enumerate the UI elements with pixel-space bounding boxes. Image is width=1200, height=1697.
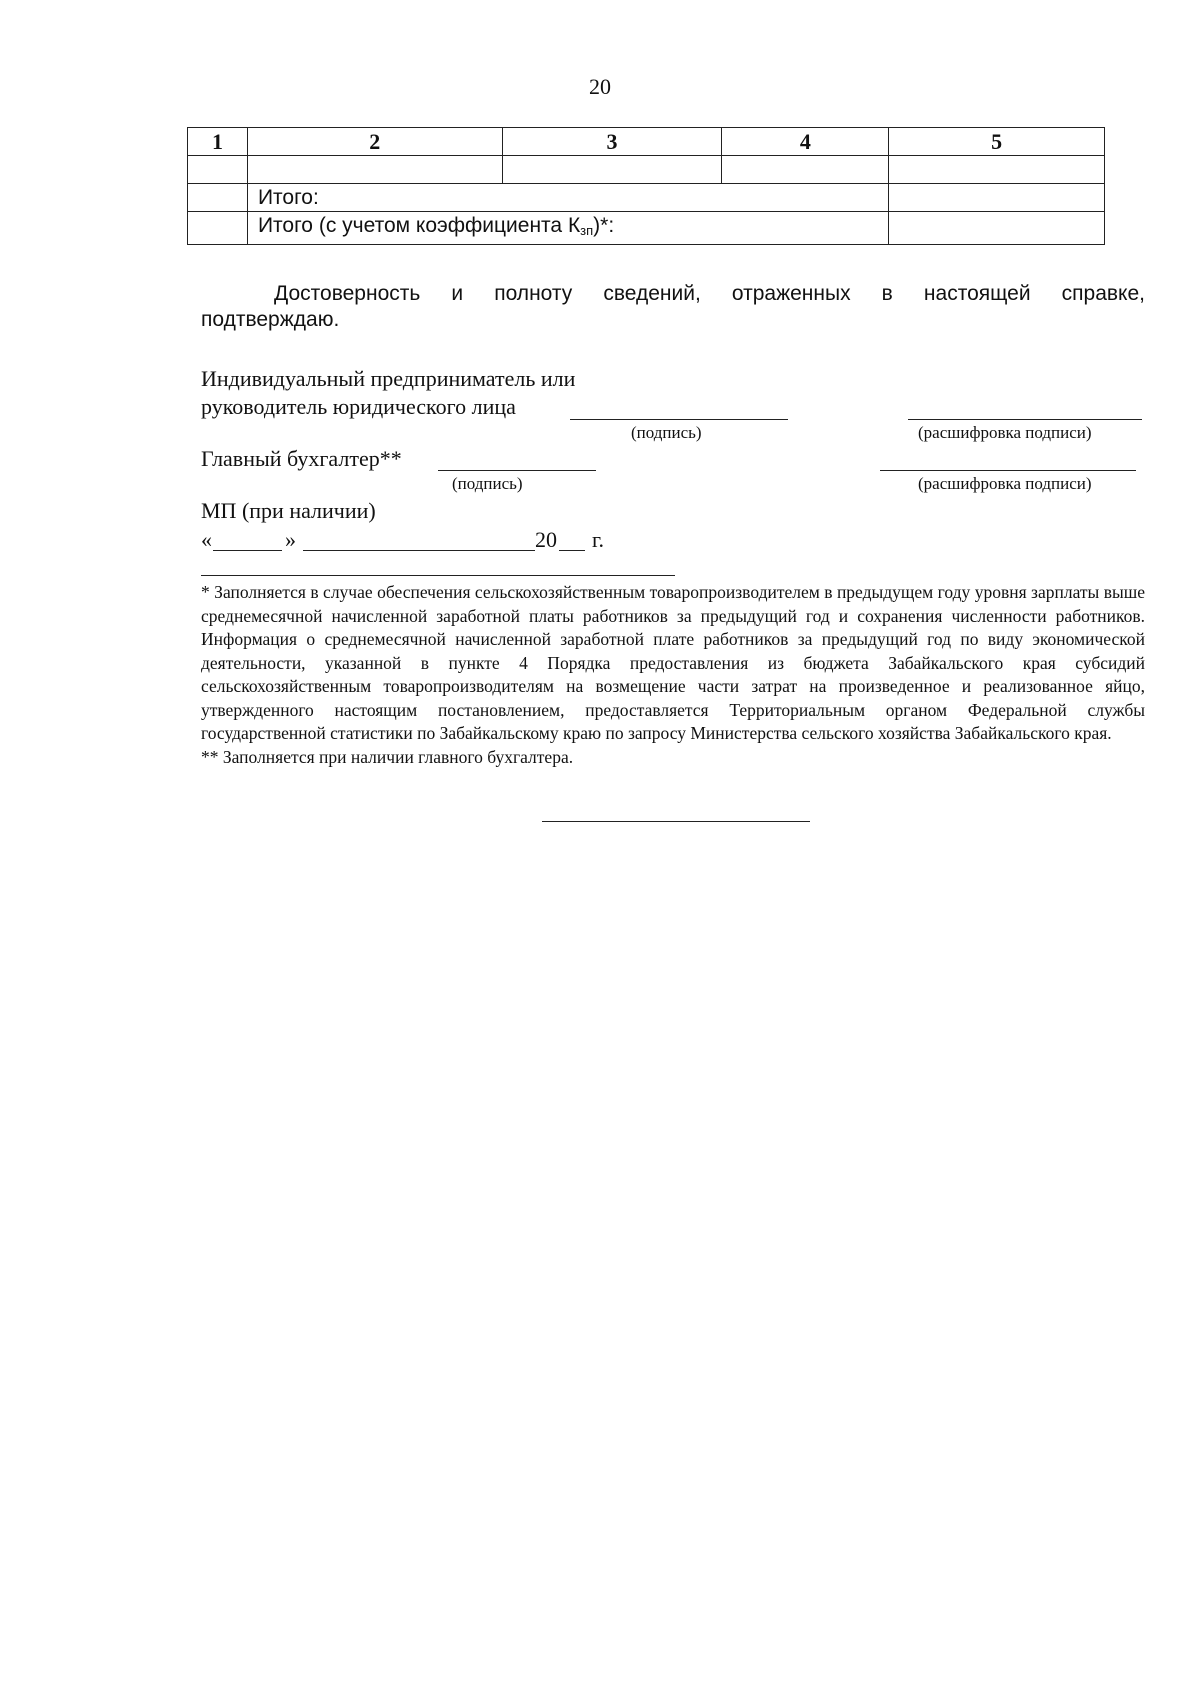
accountant-decoding-caption: (расшифровка подписи)	[918, 474, 1092, 493]
head-title-line1: Индивидуальный предприниматель или	[201, 366, 576, 391]
date-month-line	[303, 550, 535, 551]
total-value-cell	[889, 184, 1105, 212]
table-header-cell: 2	[247, 128, 502, 156]
head-decoding-line	[908, 419, 1142, 420]
table-header-cell: 5	[889, 128, 1105, 156]
head-decoding-caption: (расшифровка подписи)	[918, 423, 1092, 442]
table-header-cell: 3	[502, 128, 722, 156]
total-label: Итого:	[247, 184, 888, 212]
table-cell	[502, 156, 722, 184]
coef-subscript: зп	[580, 223, 594, 238]
accountant-label: Главный бухгалтер**	[201, 446, 402, 471]
footnotes	[201, 581, 1145, 769]
date-year-suffix: г.	[592, 527, 605, 552]
accountant-decoding-line	[880, 470, 1136, 471]
table-header-row	[188, 128, 1105, 156]
head-signature-line	[570, 419, 788, 420]
total-coef-value-cell	[889, 212, 1105, 245]
footnote-2: ** Заполняется при наличии главного бухгалтера.	[201, 746, 574, 767]
date-year-line	[559, 550, 585, 551]
page-number: 20	[589, 74, 611, 99]
table-cell	[188, 212, 248, 245]
data-table	[187, 127, 1105, 245]
table-cell	[188, 184, 248, 212]
stamp-label: МП (при наличии)	[201, 498, 376, 523]
accountant-signature-line	[438, 470, 596, 471]
table-header-cell: 1	[188, 128, 248, 156]
total-coef-label	[247, 212, 888, 245]
date-year-prefix: 20	[535, 527, 557, 552]
accountant-signature-caption: (подпись)	[452, 474, 523, 493]
total-coef-row	[188, 212, 1105, 245]
table-row	[188, 156, 1105, 184]
total-coef-prefix: Итого (с учетом коэффициента К	[257, 214, 581, 237]
total-row	[188, 184, 1105, 212]
end-separator	[542, 821, 810, 822]
footnote-1: * Заполняется в случае обеспечения сельскохозяйственным товаропроизводителем в предыдущем году уровня зарплаты выше среднемесячной начисленной заработной платы работников за предыдущий год и сохранения численности работников. Информация о среднемесячной начисленной заработной плате работников за предыдущий год по виду экономической деятельности, указанной в пункте 4 Порядка предоставления из бюджета Забайкальского края субсидий сельскохозяйственным товаропроизводителям на возмещение части затрат на произведенное и реализованное яйцо, утвержденного настоящим постановлением, предоставляется Территориальным органом Федеральной службы государственной статистики по Забайкальскому краю по запросу Министерства сельского хозяйства Забайкальского края.	[201, 582, 1145, 743]
confirmation-text: Достоверность и полноту сведений, отраженных в настоящей справке,	[274, 282, 1145, 305]
table-cell	[247, 156, 502, 184]
table-header-cell: 4	[722, 128, 889, 156]
table-cell	[188, 156, 248, 184]
date-close-quote: »	[285, 527, 296, 552]
date-open-quote: «	[201, 527, 212, 552]
table-cell	[889, 156, 1105, 184]
head-signature-caption: (подпись)	[631, 423, 702, 442]
confirmation-text-end: подтверждаю.	[201, 308, 340, 331]
footnote-separator	[201, 575, 675, 576]
total-coef-suffix: )*:	[593, 214, 615, 237]
table-cell	[722, 156, 889, 184]
head-title-line2: руководитель юридического лица	[201, 394, 516, 419]
date-day-line	[213, 550, 282, 551]
